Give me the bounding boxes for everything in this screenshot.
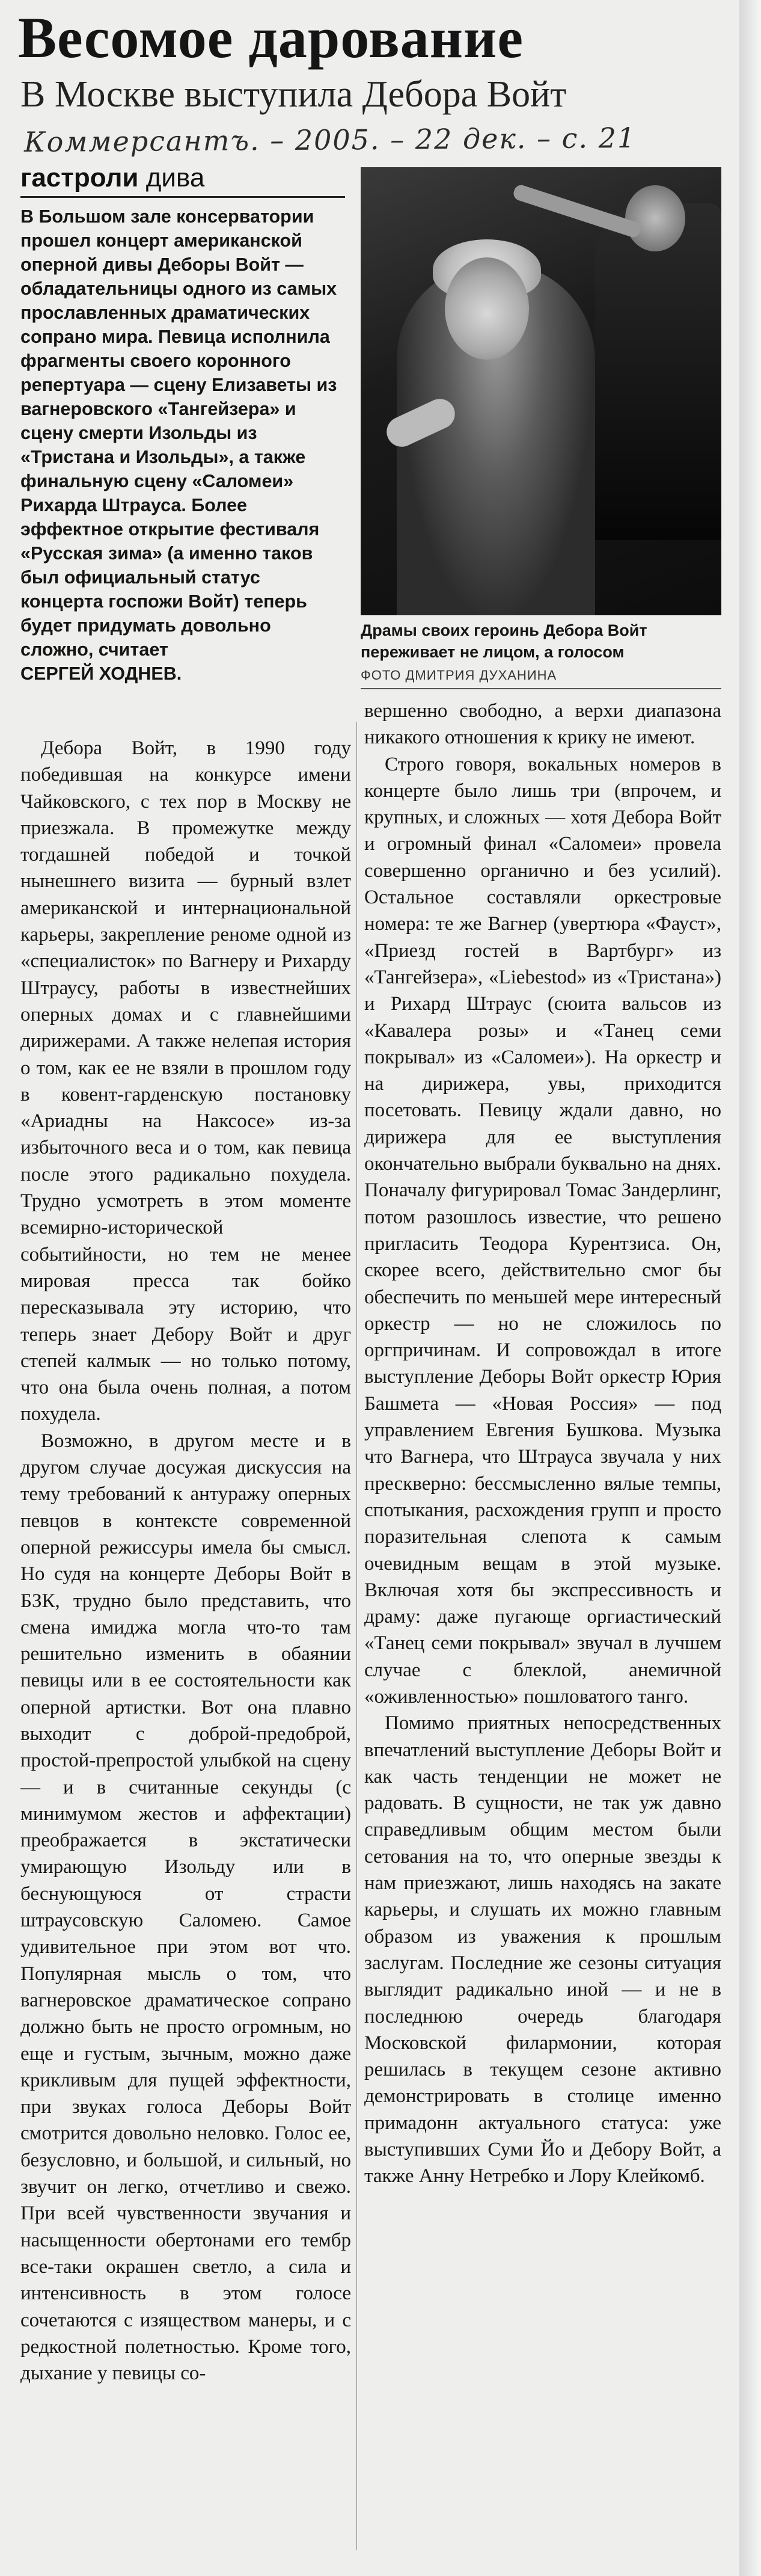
rubric-main: гастроли xyxy=(20,163,139,192)
column-divider xyxy=(356,722,357,2550)
handwritten-source-note: Коммерсантъ. – 2005. – 22 дек. – с. 21 xyxy=(23,121,637,159)
page-background-edge xyxy=(739,0,761,2576)
author-name: СЕРГЕЙ ХОДНЕВ. xyxy=(20,663,182,684)
paragraph: Строго говоря, вокальных номеров в концерте было лишь три (впрочем, и крупных, и сложных — хотя Дебора Войт и огромный финал «Саломеи» провела совершенно органично и без усилий). Остальное составляли оркестровые номера: те же Вагнер (увертюра «Фауст», «Приезд гостей в Вартбург» из «Тангейзера», «Liebestod» из «Тристана») и Рихард Штраус (сюита вальсов из «Кавалера розы» и «Танец семи покрывал» из «Саломеи»). На оркестр и на дирижера, увы, приходится посетовать. Певицу ждали давно, но дирижера для ее выступления окончательно выбрали буквально на днях. Поначалу фигурировал Томас Зандерлинг, потом разошлось известие, что решено пригласить Теодора Курентзиса. Он, скорее всего, действительно смог бы обеспечить по меньшей мере интересный оркестр — но не сложилось по оргпричинам. И сопровождал в итоге выступление Деборы Войт оркестр Юрия Башмета — «Новая Россия» — под управлением Евгения Бушкова. Музыка что Вагнера, что Штрауса звучала у них прескверно: бессмысленно вялые темпы, спотыкания, расхождения групп и просто поразительная слепота к самым очевидным вещам в этой музыке. Включая хотя бы экспрессивность и драму: даже пугающе оргиастический «Танец семи покрывал» звучал в лучшем случае с блеклой, анемичной «оживленностью» пошловатого танго. xyxy=(364,753,721,1708)
article-column-left xyxy=(20,735,351,2557)
article-subheadline: В Москве выступила Дебора Войт xyxy=(20,74,567,115)
photo-caption: Драмы своих героинь Дебора Войт переживает не лицом, а голосом xyxy=(361,621,647,661)
photo-credit: ФОТО ДМИТРИЯ ДУХАНИНА xyxy=(361,668,721,689)
paragraph: Помимо приятных непосредственных впечатлений выступление Деборы Войт и как часть тенденции не может не радовать. В сущности, не так уж давно справедливым общим местом были сетования на то, что оперные звезды к нам приезжают, лишь находясь на закате карьеры, и слушать их можно главным образом из уважения к прошлым заслугам. Последние же сезоны ситуация выглядит радикально иной — и не в последнюю очередь благодаря Московской филармонии, которая решилась в текущем сезоне активно демонстрировать в столице именно примадонн актуального статуса: уже выступивших Суми Йо и Дебору Войт, а также Анну Нетребко и Лору Клейкомб. xyxy=(364,1712,721,2187)
paragraph: Возможно, в другом месте и в другом случае досужая дискуссия на тему требований к антуражу оперных певцов в контексте современной оперной режиссуры имела бы смысл. Но судя на концерте Деборы Войт в БЗК, трудно было представить, что смена имиджа могла что-то там решительно изменить в обаянии певицы или в ее состоятельности как оперной артистки. Вот она плавно выходит с доброй-предоброй, простой-препростой улыбкой на сцену — и в считанные секунды (с минимумом жестов и аффектации) преображается в экстатически умирающую Изольду или в беснующуюся от страсти штраусовскую Саломею. Самое удивительное при этом вот что. Популярная мысль о том, что вагнеровское драматическое сопрано должно быть не просто огромным, но еще и густым, зычным, можно даже крикливым для пущей эффектности, при звуках голоса Деборы Войт смотрится довольно неловко. Голос ее, безусловно, и большой, и сильный, но звучит он легко, отчетливо и свежо. При всей чувственности звучания и насыщенности обертонами его тембр все-таки окрашен светло, а сила и интенсивность в этом голосе сочетаются с изяществом манеры, и с редкостной полетностью. Кроме того, дыхание у певицы со- xyxy=(20,1430,351,2385)
paragraph: Дебора Войт, в 1990 году победившая на конкурсе имени Чайковского, с тех пор в Москву не приезжала. В промежутке между тогдашней победой и точкой нынешнего визита — бурный взлет американской и интернациональной карьеры, закрепление реноме одной из «специалисток» по Вагнеру и Рихарду Штраусу, работы в известнейших оперных домах и с главнейшими дирижерами. А также нелепая история о том, как ее не взяли в прошлом году в ковент-гарденскую постановку «Ариадны на Наксосе» из-за избыточного веса и о том, как певица после этого радикально похудела. Трудно усмотреть в этом моменте всемирно-исторической событийности, но тем не менее мировая пресса так бойко пересказывала эту историю, что теперь знает Дебору Войт и друг степей калмык — но только потому, что она была очень полная, а потом похудела. xyxy=(20,737,351,1425)
lead-text: В Большом зале консерватории прошел концерт американской оперной дивы Деборы Войт — обладательницы одного из самых прославленных драматических сопрано мира. Певица исполнила фрагменты своего коронного репертуара — сцену Елизаветы из вагнеровского «Тангейзера» и сцену смерти Изольды из «Тристана и Изольды», а также финальную сцену «Саломеи» Рихарда Штрауса. Более эффектное открытие фестиваля «Русская зима» (а именно таков был официальный статус концерта госпожи Войт) теперь будет придумать довольно сложно, считает xyxy=(20,206,337,660)
paragraph: вершенно свободно, а верхи диапазона никакого отношения к крику не имеют. xyxy=(364,700,721,749)
rubric-sub: дива xyxy=(138,163,205,192)
conductor-head xyxy=(625,185,685,251)
article-column-right xyxy=(364,698,721,2556)
conductor-figure xyxy=(595,203,721,540)
singer-head xyxy=(445,257,529,360)
article-headline: Весомое дарование xyxy=(18,5,524,70)
article-photo xyxy=(361,167,721,615)
article-lead xyxy=(20,204,348,686)
section-rubric xyxy=(20,162,345,198)
